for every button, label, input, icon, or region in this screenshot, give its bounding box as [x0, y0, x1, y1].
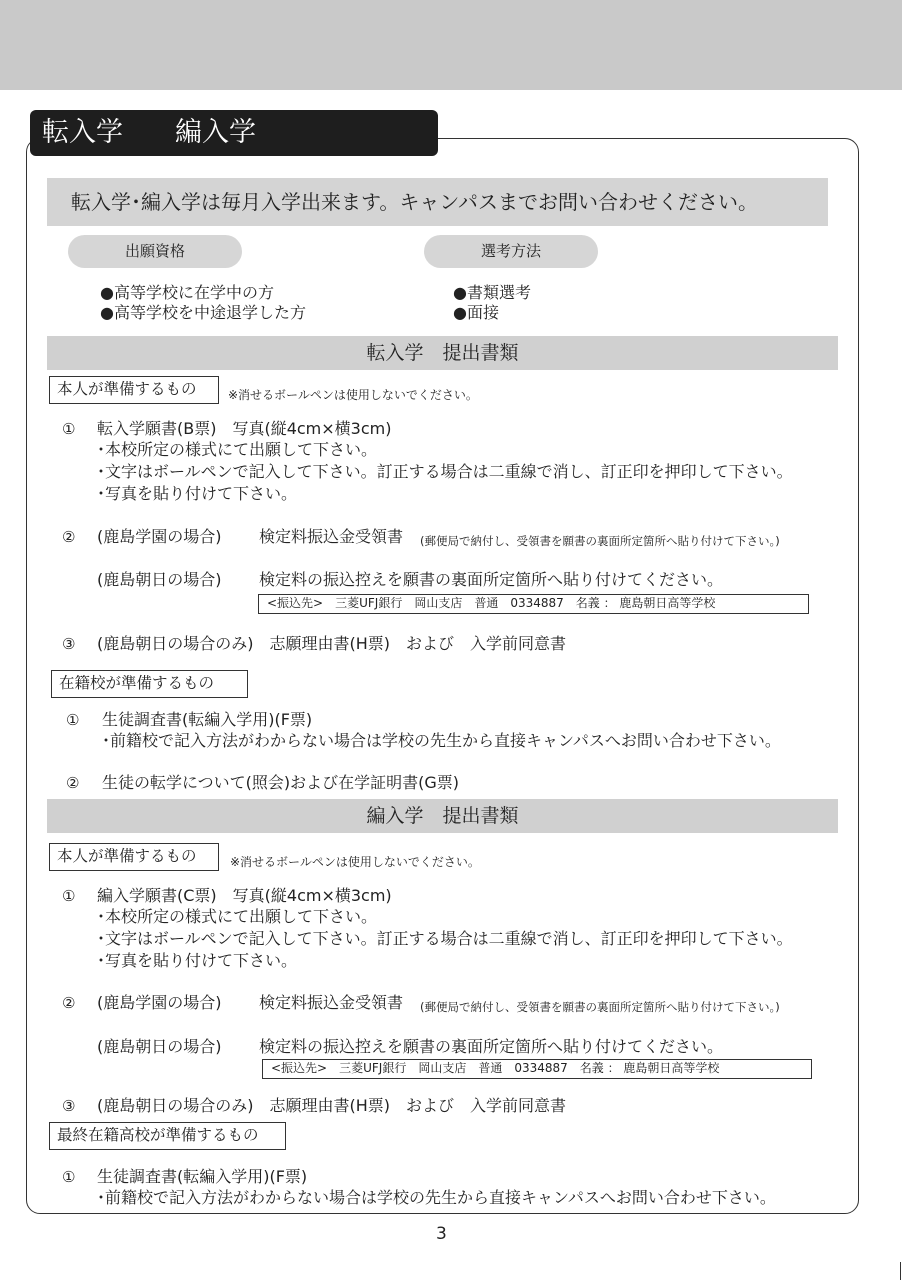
title-transfer: 転入学: [42, 117, 123, 148]
selection-item: ●面接: [453, 303, 499, 322]
admission-form-title: 編入学願書(C票) 写真(縦4cm×横3cm): [97, 886, 392, 905]
transfer-self-box: 本人が準備するもの: [49, 376, 219, 404]
case-text: 検定料振込金受領書: [259, 527, 404, 546]
admission-documents-heading: 編入学 提出書類: [47, 799, 838, 833]
case-text: 検定料の振込控えを願書の裏面所定箇所へ貼り付けてください。: [259, 1037, 724, 1056]
item-title: 生徒の転学について(照会)および在学証明書(G票): [102, 773, 460, 792]
case-note: (郵便局で納付し、受領書を願書の裏面所定箇所へ貼り付けて下さい。): [420, 1000, 780, 1014]
case-label: (鹿島学園の場合): [97, 993, 222, 1012]
admission-school-box: 最終在籍高校が準備するもの: [49, 1122, 286, 1150]
instruction-line: ･文字はボールペンで記入して下さい。訂正する場合は二重線で消し、訂正印を押印して下さい。: [97, 462, 793, 481]
item-number: ②: [62, 994, 76, 1012]
case-text: 検定料の振込控えを願書の裏面所定箇所へ貼り付けてください。: [259, 570, 724, 589]
bank-account-box: <振込先> 三菱UFJ銀行 岡山支店 普通 0334887 名義 ： 鹿島朝日高等学校: [262, 1059, 812, 1079]
crop-mark: [900, 1262, 901, 1280]
item-title: 生徒調査書(転編入学用)(F票): [102, 710, 313, 729]
instruction-line: ･文字はボールペンで記入して下さい。訂正する場合は二重線で消し、訂正印を押印して下さい。: [97, 929, 793, 948]
transfer-school-box: 在籍校が準備するもの: [51, 670, 248, 698]
qualification-item: ●高等学校に在学中の方: [100, 283, 274, 302]
pen-note: ※消せるボールペンは使用しないでください。: [228, 388, 478, 402]
selection-label: 選考方法: [424, 235, 598, 268]
case-label: (鹿島朝日の場合): [97, 570, 222, 589]
instruction-line: ･前籍校で記入方法がわからない場合は学校の先生から直接キャンパスへお問い合わせ下さい。: [97, 1188, 776, 1207]
pen-note: ※消せるボールペンは使用しないでください。: [230, 855, 480, 869]
item-title: 生徒調査書(転編入学用)(F票): [97, 1167, 308, 1186]
item-number: ②: [66, 774, 80, 792]
page-number: 3: [436, 1224, 447, 1244]
instruction-line: ･本校所定の様式にて出願して下さい。: [97, 440, 378, 459]
selection-item: ●書類選考: [453, 283, 531, 302]
item-number: ③: [62, 635, 76, 653]
qualification-label: 出願資格: [68, 235, 242, 268]
item-number: ①: [62, 887, 76, 905]
transfer-form-title: 転入学願書(B票) 写真(縦4cm×横3cm): [97, 419, 392, 438]
instruction-line: ･写真を貼り付けて下さい。: [97, 951, 298, 970]
item-number: ①: [62, 420, 76, 438]
page-title-tab: [30, 110, 438, 156]
item-text: (鹿島朝日の場合のみ) 志願理由書(H票) および 入学前同意書: [97, 634, 567, 653]
top-gray-band: [0, 0, 902, 90]
info-banner: 転入学･編入学は毎月入学出来ます。キャンパスまでお問い合わせください。: [47, 178, 828, 226]
instruction-line: ･写真を貼り付けて下さい。: [97, 484, 298, 503]
case-text: 検定料振込金受領書: [259, 993, 404, 1012]
title-admission: 編入学: [175, 117, 256, 148]
transfer-documents-heading: 転入学 提出書類: [47, 336, 838, 370]
instruction-line: ･本校所定の様式にて出願して下さい。: [97, 907, 378, 926]
case-label: (鹿島学園の場合): [97, 527, 222, 546]
case-label: (鹿島朝日の場合): [97, 1037, 222, 1056]
item-number: ①: [62, 1168, 76, 1186]
instruction-line: ･前籍校で記入方法がわからない場合は学校の先生から直接キャンパスへお問い合わせ下さい。: [102, 731, 781, 750]
bank-account-box: <振込先> 三菱UFJ銀行 岡山支店 普通 0334887 名義 ： 鹿島朝日高等学校: [258, 594, 809, 614]
admission-self-box: 本人が準備するもの: [49, 843, 219, 871]
qualification-item: ●高等学校を中途退学した方: [100, 303, 306, 322]
item-number: ①: [66, 711, 80, 729]
case-note: (郵便局で納付し、受領書を願書の裏面所定箇所へ貼り付けて下さい。): [420, 534, 780, 548]
item-text: (鹿島朝日の場合のみ) 志願理由書(H票) および 入学前同意書: [97, 1096, 567, 1115]
item-number: ③: [62, 1097, 76, 1115]
item-number: ②: [62, 528, 76, 546]
